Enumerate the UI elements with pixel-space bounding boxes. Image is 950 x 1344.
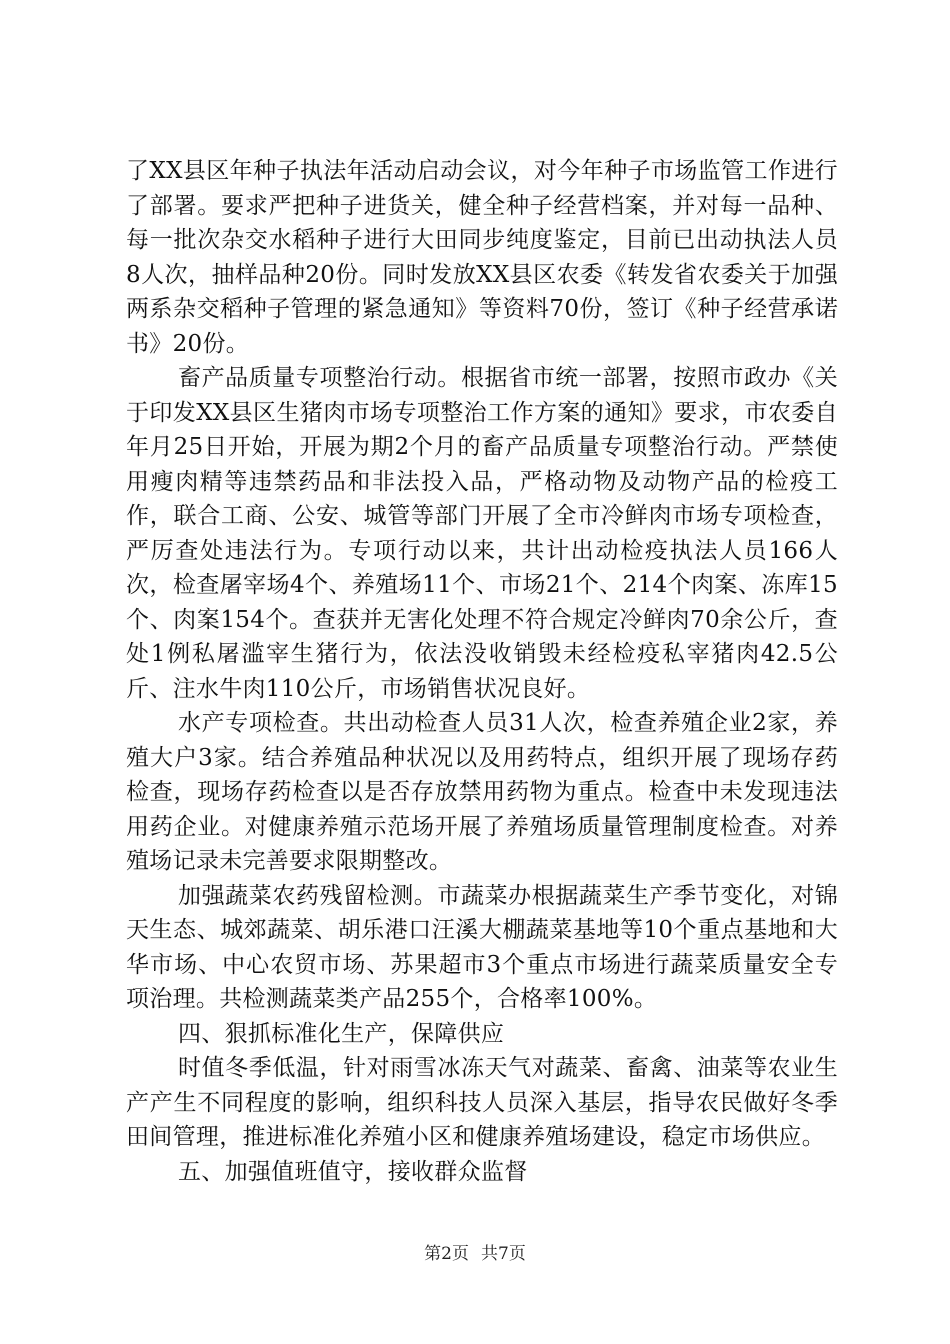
page-number-current: 第2页: [424, 1244, 469, 1264]
paragraph-livestock-rectification: 畜产品质量专项整治行动。根据省市统一部署，按照市政办《关于印发XX县区生猪肉市场专项整治工作方案的通知》要求，市农委自年月25日开始，开展为期2个月的畜产品质量专项整治行动。严禁使用瘦肉精等违禁药品和非法投入品，严格动物及动物产品的检疫工作，联合工商、公安、城管等部门开展了全市冷鲜肉市场专项检查，严厉查处违法行为。专项行动以来，共计出动检疫执法人员166人次，检查屠宰场4个、养殖场11个、市场21个、214个肉案、冻库15个、肉案154个。查获并无害化处理不符合规定冷鲜肉70余公斤，查处1例私屠滥宰生猪行为，依法没收销毁未经检疫私宰猪肉42.5公斤、注水牛肉110公斤，市场销售状况良好。: [126, 365, 838, 702]
document-body: [126, 154, 838, 1189]
section-heading-duty-supervision: 五、加强值班值守，接收群众监督: [178, 1158, 528, 1185]
page-number-total: 共7页: [481, 1244, 526, 1264]
paragraph-seed-enforcement: 了XX县区年种子执法年活动启动会议，对今年种子市场监管工作进行了部署。要求严把种子进货关，健全种子经营档案，并对每一品种、每一批次杂交水稻种子进行大田同步纯度鉴定，目前已出动执法人员8人次，抽样品种20份。同时发放XX县区农委《转发省农委关于加强两系杂交稻种子管理的紧急通知》等资料70份，签订《种子经营承诺书》20份。: [126, 158, 838, 357]
paragraph-vegetable-pesticide-testing: 加强蔬菜农药残留检测。市蔬菜办根据蔬菜生产季节变化，对锦天生态、城郊蔬菜、胡乐港口汪溪大棚蔬菜基地等10个重点基地和大华市场、中心农贸市场、苏果超市3个重点市场进行蔬菜质量安全专项治理。共检测蔬菜类产品255个，合格率100%。: [126, 882, 838, 1012]
section-heading-standardized-production: 四、狠抓标准化生产，保障供应: [178, 1020, 505, 1047]
paragraph-aquatic-inspection: 水产专项检查。共出动检查人员31人次，检查养殖企业2家，养殖大户3家。结合养殖品种状况以及用药特点，组织开展了现场存药检查，现场存药检查以是否存放禁用药物为重点。检查中未发现违法用药企业。对健康养殖示范场开展了养殖场质量管理制度检查。对养殖场记录未完善要求限期整改。: [126, 710, 838, 874]
paragraph-winter-management: 时值冬季低温，针对雨雪冰冻天气对蔬菜、畜禽、油菜等农业生产产生不同程度的影响，组织科技人员深入基层，指导农民做好冬季田间管理，推进标准化养殖小区和健康养殖场建设，稳定市场供应。: [126, 1055, 838, 1150]
page-footer: [0, 1243, 950, 1265]
